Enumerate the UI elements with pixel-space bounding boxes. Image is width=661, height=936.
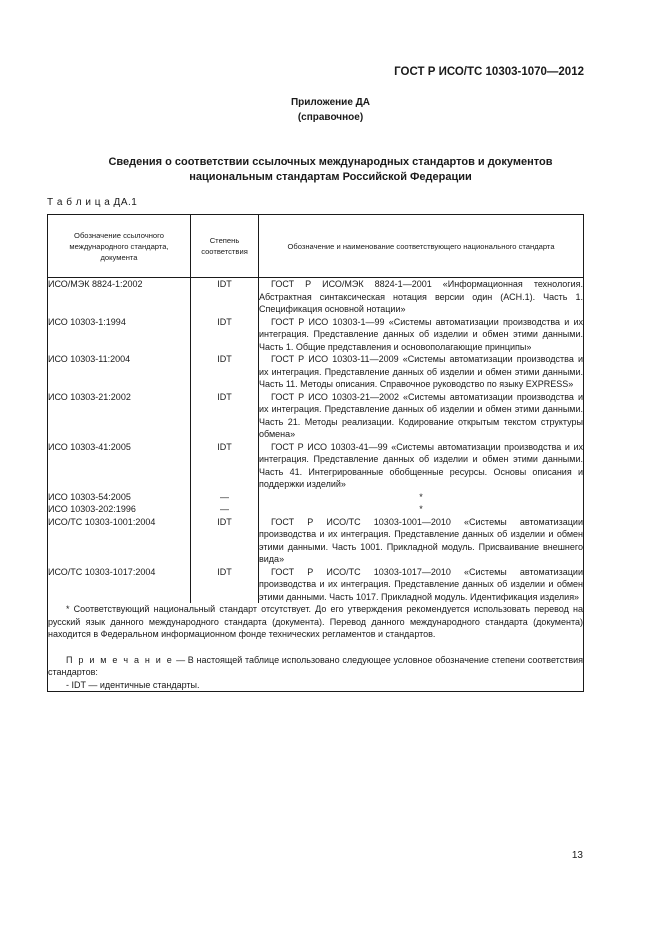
table-row: [48, 353, 584, 391]
table-row: [48, 503, 584, 516]
annex-subtitle: (справочное): [297, 112, 364, 123]
header-iso-standard: Обозначение ссылочного международного стандарта, документа: [48, 215, 191, 278]
national-standard-cell: [259, 316, 584, 354]
table-row: [48, 278, 584, 316]
document-title-line-1: Сведения о соответствии ссылочных международных стандартов и документов: [108, 156, 553, 168]
degree-of-correspondence: IDT: [191, 278, 259, 316]
table-row: [48, 441, 584, 491]
national-standard-cell: [259, 353, 584, 391]
national-standard-cell: [259, 566, 584, 604]
iso-designation: ИСО/ТС 10303-1017:2004: [48, 566, 191, 604]
degree-of-correspondence: —: [191, 491, 259, 504]
iso-designation: ИСО/ТС 10303-1001:2004: [48, 516, 191, 566]
header-national-standard: Обозначение и наименование соответствующего национального стандарта: [259, 215, 584, 278]
national-standard-text: ГОСТ Р ИСО/МЭК 8824-1—2001 «Информационная технология. Абстрактная синтаксическая нотация версии один (АСН.1). Часть 1. Спецификация основной нотации»: [259, 279, 583, 314]
standard-code-header: ГОСТ Р ИСО/ТС 10303-1070—2012: [394, 66, 584, 78]
national-standard-text: ГОСТ Р ИСО/ТС 10303-1001—2010 «Системы автоматизации производства и их интеграция. Представление данных об изделии и обмен этими данными. Часть 1001. Прикладной модуль. Присваивание внешнего вида»: [259, 516, 583, 564]
iso-designation: ИСО 10303-11:2004: [48, 353, 191, 391]
footnote: [48, 603, 583, 641]
table-row: [48, 316, 584, 354]
national-standard-cell: [259, 516, 584, 566]
iso-designation: ИСО/МЭК 8824-1:2002: [48, 278, 191, 316]
note-text: — В настоящей таблице использовано следующее условное обозначение степени соответствия стандартов:: [48, 654, 583, 677]
note-item: [48, 679, 583, 692]
table-notes: [48, 603, 584, 692]
national-standard-footnote-mark: *: [259, 503, 584, 516]
table-caption: Т а б л и ц а ДА.1: [47, 197, 138, 208]
header-degree: Степень соответствия: [191, 215, 259, 278]
table-row: [48, 566, 584, 604]
table-notes-row: [48, 603, 584, 692]
table-header-row: [48, 215, 584, 278]
national-standard-cell: [259, 278, 584, 316]
national-standard-text: ГОСТ Р ИСО 10303-1—99 «Системы автоматизации производства и их интеграция. Представление данных об изделии и обмен этими данными. Часть 1. Общие представления и основополагающие принципы»: [259, 316, 583, 352]
note-label: П р и м е ч а н и е: [66, 654, 174, 665]
degree-of-correspondence: —: [191, 503, 259, 516]
national-standard-cell: [259, 391, 584, 441]
degree-of-correspondence: IDT: [191, 441, 259, 491]
table-row: [48, 516, 584, 566]
national-standard-cell: [259, 441, 584, 491]
page-number: 13: [571, 850, 583, 861]
correspondence-table: [47, 214, 584, 692]
note-item-text: - IDT — идентичные стандарты.: [66, 679, 200, 690]
national-standard-text: ГОСТ Р ИСО 10303-21—2002 «Системы автоматизации производства и их интеграция. Представление данных об изделии и обмен этими данными. Часть 21. Методы реализации. Кодирование открытым текстом структуры обмена»: [259, 391, 583, 439]
document-title-line-2: национальным стандартам Российской Федерации: [189, 171, 472, 183]
iso-designation: ИСО 10303-1:1994: [48, 316, 191, 354]
national-standard-footnote-mark: *: [259, 491, 584, 504]
degree-of-correspondence: IDT: [191, 353, 259, 391]
iso-designation: ИСО 10303-21:2002: [48, 391, 191, 441]
footnote-text: * Соответствующий национальный стандарт отсутствует. До его утверждения рекомендуется использовать перевод на русский язык данного международного стандарта (документа). Перевод данного международного стандарта (документа) находится в Федеральном информационном фонде технических регламентов и стандартов.: [48, 604, 583, 639]
iso-designation: ИСО 10303-54:2005: [48, 491, 191, 504]
degree-of-correspondence: IDT: [191, 391, 259, 441]
iso-designation: ИСО 10303-41:2005: [48, 441, 191, 491]
national-standard-text: ГОСТ Р ИСО 10303-11—2009 «Системы автоматизации производства и их интеграция. Представление данных об изделии и обмен этими данными. Часть 11. Методы описания. Справочное руководство по языку EXPRESS»: [259, 354, 583, 389]
degree-of-correspondence: IDT: [191, 566, 259, 604]
annex-title: Приложение ДА: [290, 97, 371, 108]
iso-designation: ИСО 10303-202:1996: [48, 503, 191, 516]
national-standard-text: ГОСТ Р ИСО/ТС 10303-1017—2010 «Системы автоматизации производства и их интеграция. Представление данных об изделии и обмен этими данными. Часть 1017. Прикладной модуль. Идентификация изделия»: [259, 566, 583, 602]
document-title: [60, 155, 601, 185]
table-row: [48, 391, 584, 441]
degree-of-correspondence: IDT: [191, 516, 259, 566]
degree-of-correspondence: IDT: [191, 316, 259, 354]
note: [48, 654, 583, 679]
table-row: [48, 491, 584, 504]
annex-heading: [0, 95, 661, 125]
national-standard-text: ГОСТ Р ИСО 10303-41—99 «Системы автоматизации производства и их интеграция. Представление данных об изделии и обмен этими данными. Часть 41. Интегрированные обобщенные ресурсы. Основы описания и поддержки изделий»: [259, 441, 583, 489]
